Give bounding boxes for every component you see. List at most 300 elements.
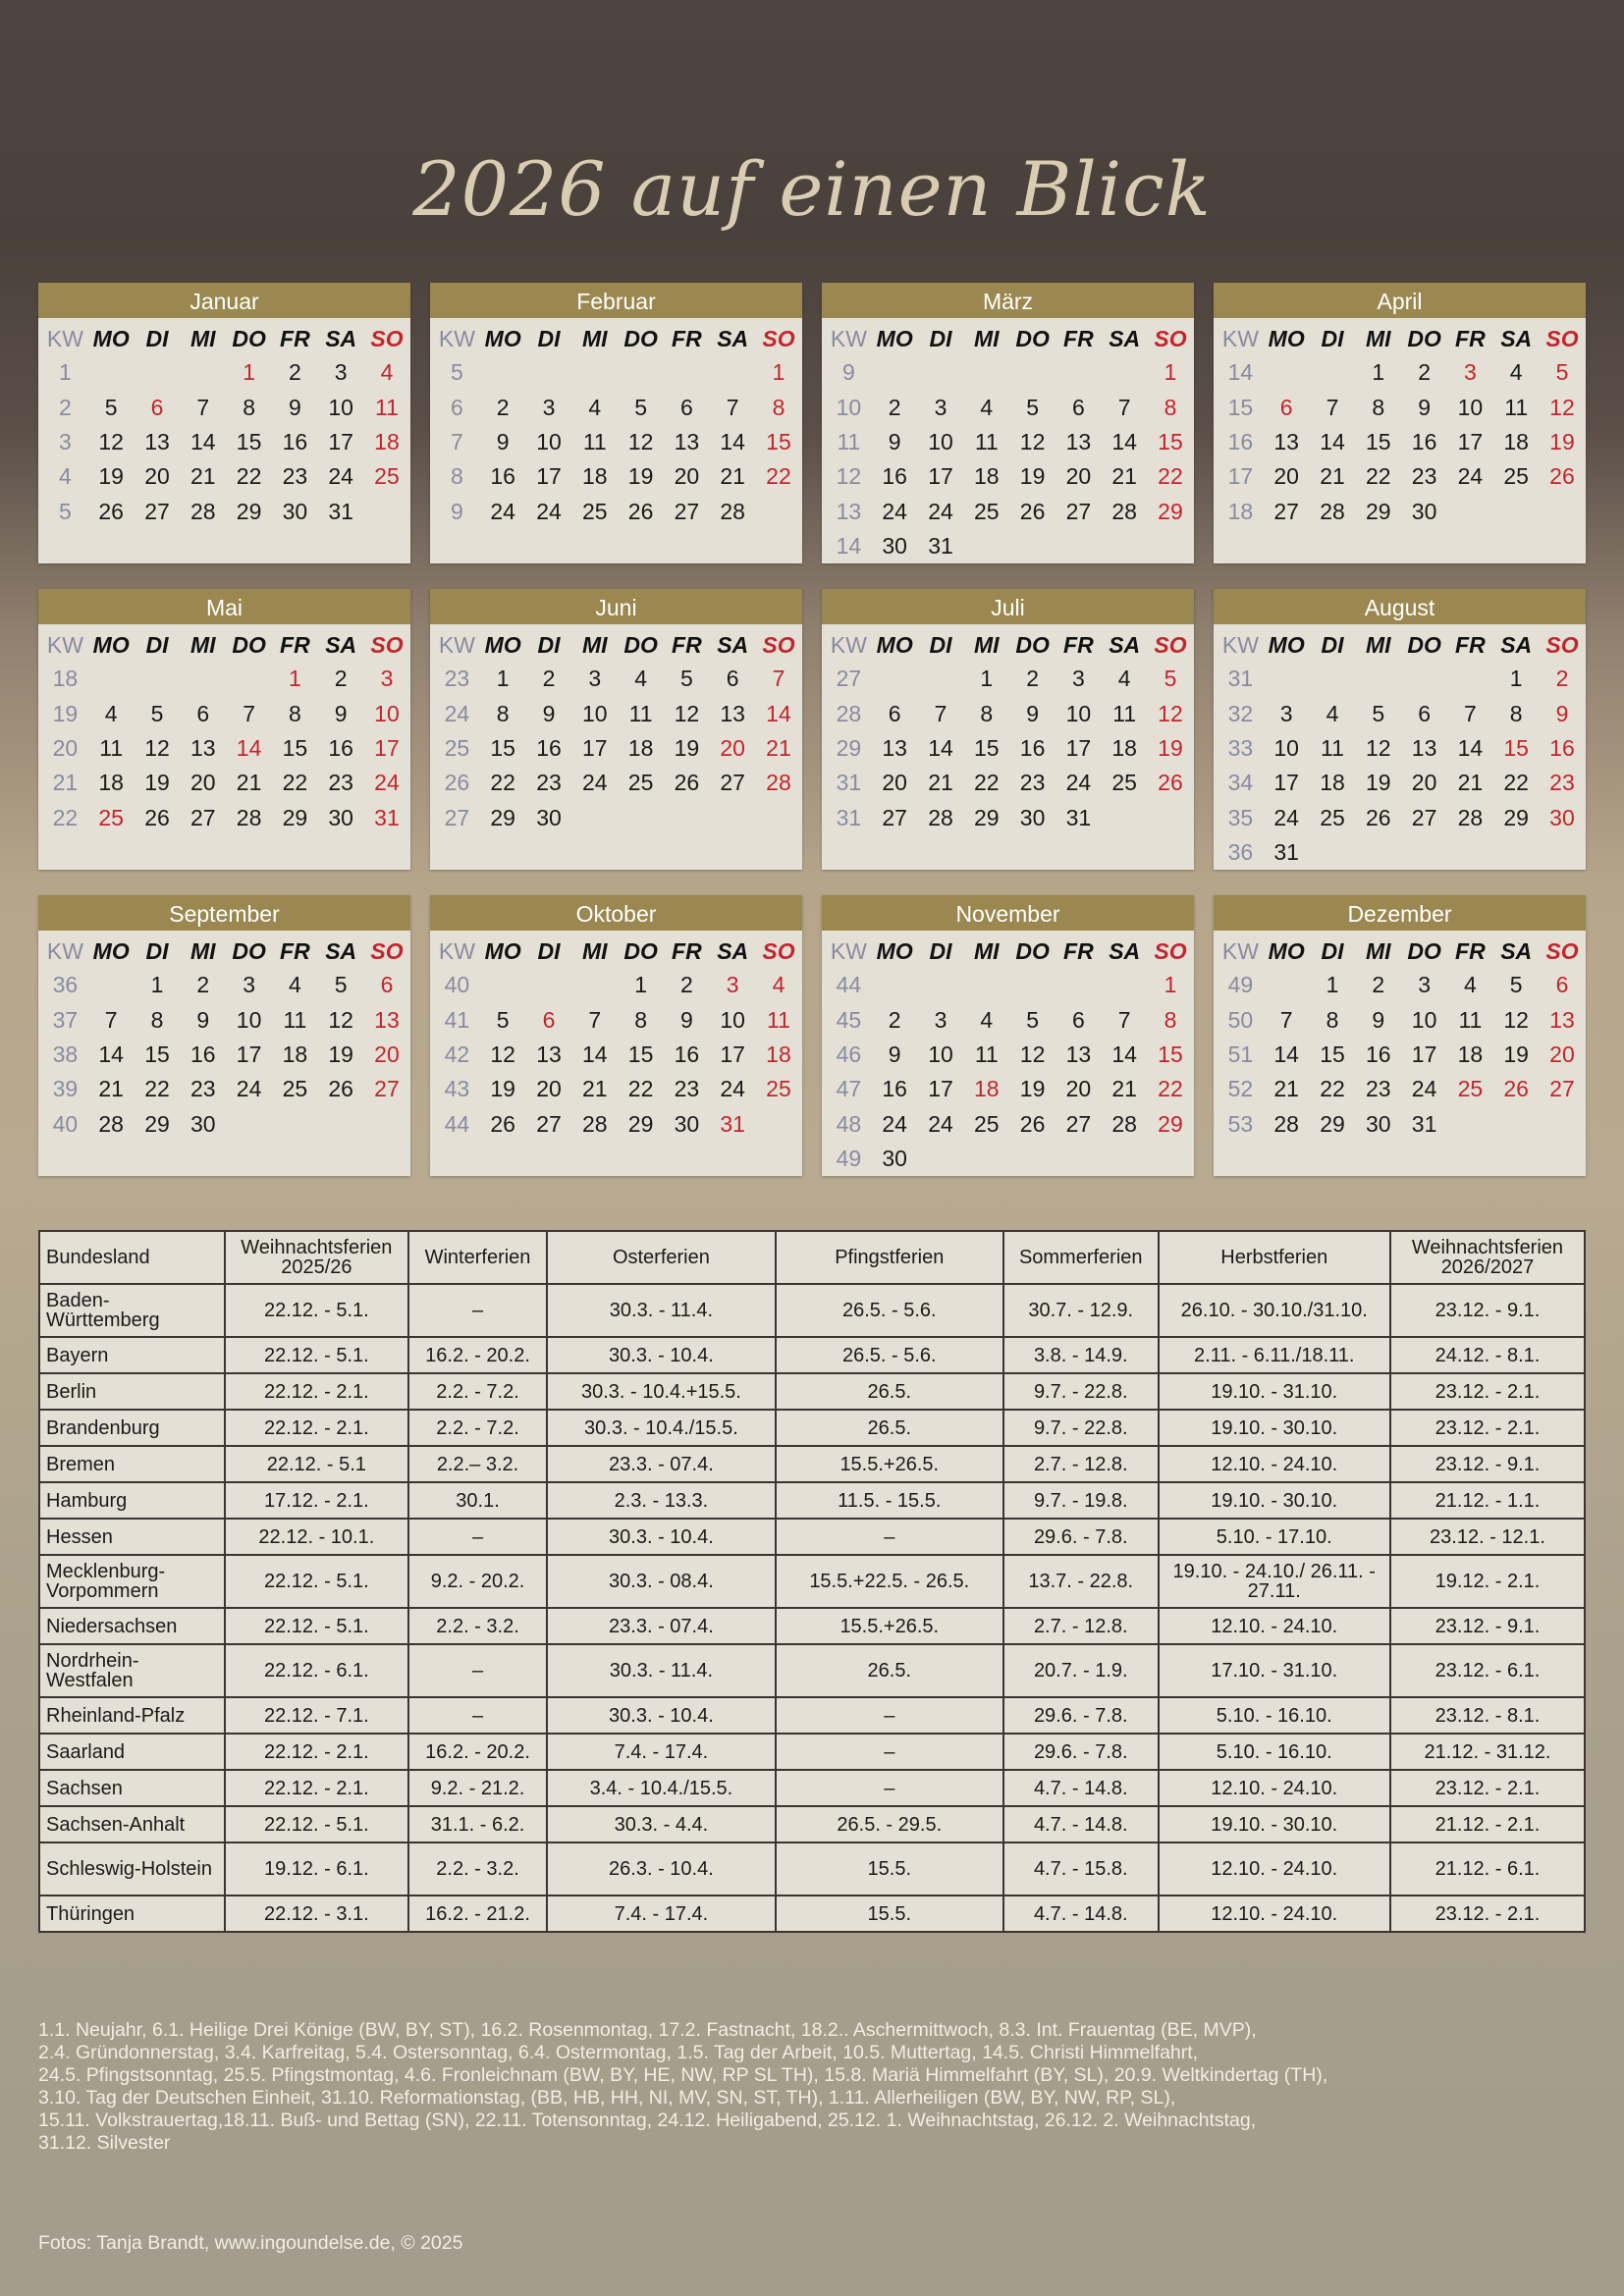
day-cell: 28 <box>1111 1110 1137 1137</box>
day-cell <box>1540 495 1586 529</box>
day-cell: 22 <box>1158 1076 1183 1102</box>
day-cell: 21 <box>720 463 745 490</box>
week-row <box>434 696 801 730</box>
day-cell: 5 <box>1509 972 1523 998</box>
weekday-label: SA <box>325 631 357 658</box>
holiday-dates: 21.12. - 1.1. <box>1390 1482 1585 1519</box>
week-number: 40 <box>444 972 470 998</box>
day-cell: 7 <box>104 1006 118 1033</box>
day-cell: 14 <box>1457 734 1484 761</box>
day-cell: 14 <box>1111 428 1137 454</box>
day-cell: 9 <box>1418 394 1431 420</box>
day-cell: 24 <box>928 498 953 524</box>
state-name: Saarland <box>39 1734 225 1770</box>
day-cell <box>571 968 618 1002</box>
day-cell: 17 <box>374 734 400 761</box>
holiday-dates: 31.1. - 6.2. <box>408 1806 547 1842</box>
day-cell: 22 <box>973 770 1000 796</box>
weekday-label: DI <box>537 631 561 658</box>
day-cell: 22 <box>282 770 308 796</box>
day-cell: 26 <box>1503 1076 1529 1102</box>
day-cell: 20 <box>144 463 170 490</box>
weekday-label: FR <box>672 325 702 351</box>
day-cell: 12 <box>1019 1041 1046 1067</box>
month-name: Oktober <box>430 895 802 931</box>
holiday-dates: 24.12. - 8.1. <box>1390 1337 1585 1373</box>
day-cell <box>272 1107 318 1142</box>
month-name: Februar <box>430 283 802 318</box>
day-cell <box>1102 1142 1148 1176</box>
day-cell <box>756 1107 802 1142</box>
holiday-dates: 30.3. - 11.4. <box>547 1284 775 1337</box>
day-cell: 3 <box>1418 972 1431 998</box>
weekday-label: MI <box>582 937 608 964</box>
day-cell: 29 <box>144 1110 170 1137</box>
day-cell: 27 <box>674 498 700 524</box>
day-cell: 30 <box>1019 804 1046 830</box>
day-cell <box>1102 355 1148 390</box>
month-name: März <box>822 283 1194 318</box>
day-cell: 5 <box>1164 666 1177 692</box>
holiday-row <box>39 1446 1585 1482</box>
day-cell: 17 <box>1273 770 1299 796</box>
holiday-dates: 9.7. - 22.8. <box>1003 1410 1159 1446</box>
holiday-row <box>39 1284 1585 1337</box>
week-number: 10 <box>836 394 862 420</box>
month-card <box>38 895 410 1176</box>
day-cell: 21 <box>1273 1076 1299 1102</box>
day-cell: 2 <box>1026 666 1039 692</box>
day-cell: 11 <box>628 700 653 726</box>
state-name: Bremen <box>39 1446 225 1482</box>
holiday-dates: 22.12. - 5.1 <box>225 1446 408 1482</box>
day-cell: 9 <box>542 700 556 726</box>
holiday-dates: 23.12. - 2.1. <box>1390 1896 1585 1932</box>
day-cell <box>1009 355 1056 390</box>
holiday-dates: 5.10. - 16.10. <box>1159 1734 1390 1770</box>
week-row <box>826 968 1193 1002</box>
holiday-dates: 19.10. - 31.10. <box>1159 1373 1390 1410</box>
week-row <box>434 355 801 390</box>
weekday-label: FR <box>280 937 310 964</box>
day-cell: 27 <box>1065 498 1092 524</box>
day-cell: 17 <box>236 1041 262 1067</box>
day-cell: 25 <box>1111 770 1137 796</box>
day-cell: 1 <box>1164 359 1177 386</box>
month-name: Dezember <box>1214 895 1586 931</box>
state-name: Rheinland-Pfalz <box>39 1697 225 1734</box>
day-cell: 5 <box>1555 359 1569 386</box>
day-cell: 5 <box>1372 700 1385 726</box>
week-row <box>826 390 1193 424</box>
day-cell: 21 <box>1111 1076 1137 1102</box>
day-cell: 1 <box>980 666 994 692</box>
weekday-label: SA <box>1109 631 1141 658</box>
week-row <box>1218 1038 1585 1072</box>
header-bundesland: Bundesland <box>39 1231 225 1284</box>
day-cell <box>1447 1107 1493 1142</box>
week-number: 36 <box>52 972 79 998</box>
week-row <box>826 731 1193 766</box>
day-cell: 30 <box>1549 804 1575 830</box>
holiday-dates: 13.7. - 22.8. <box>1003 1555 1159 1608</box>
day-cell: 16 <box>882 1076 907 1102</box>
day-cell: 11 <box>99 734 124 761</box>
day-cell: 7 <box>243 700 255 726</box>
weekday-header-row <box>1218 628 1585 662</box>
header-pfingstferien: Pfingstferien <box>776 1231 1003 1284</box>
notes-line: 3.10. Tag der Deutschen Einheit, 31.10. Reformationstag, (BB, HB, HH, NI, MV, SN, ST, TH), 1.11. Allerheiligen (BW, BY, NW, RP, SL), <box>38 2087 1176 2109</box>
week-number: 9 <box>842 359 855 386</box>
day-cell: 8 <box>150 1006 164 1033</box>
week-number: 40 <box>52 1110 79 1137</box>
weekday-label: SO <box>762 631 795 658</box>
day-cell: 10 <box>1411 1006 1437 1033</box>
day-cell: 16 <box>882 463 907 490</box>
week-row <box>42 801 409 835</box>
day-cell: 11 <box>1458 1006 1483 1033</box>
day-cell: 9 <box>888 1041 901 1067</box>
day-cell: 28 <box>928 804 953 830</box>
day-cell: 20 <box>1411 770 1437 796</box>
week-number: 51 <box>1227 1041 1254 1067</box>
day-cell: 18 <box>1503 428 1529 454</box>
day-cell: 20 <box>1549 1041 1575 1067</box>
week-row <box>826 696 1193 730</box>
day-cell: 10 <box>928 1041 953 1067</box>
holiday-dates: 30.3. - 10.4.+15.5. <box>547 1373 775 1410</box>
holiday-dates: 4.7. - 14.8. <box>1003 1806 1159 1842</box>
day-cell: 6 <box>1071 394 1085 420</box>
holiday-dates: 2.2. - 3.2. <box>408 1608 547 1644</box>
day-cell: 4 <box>380 359 394 386</box>
weekday-header-row <box>1218 322 1585 355</box>
day-cell: 17 <box>1411 1041 1437 1067</box>
holiday-dates: 26.5. <box>776 1644 1003 1697</box>
page-title: 2026 auf einen Blick <box>412 145 1212 233</box>
day-cell <box>1148 1142 1194 1176</box>
holiday-dates: 15.5. <box>776 1896 1003 1932</box>
day-cell <box>1264 968 1310 1002</box>
weekday-label: MO <box>92 631 130 658</box>
weekday-label: MO <box>1268 325 1305 351</box>
holiday-dates: 26.5. - 5.6. <box>776 1284 1003 1337</box>
day-cell: 18 <box>766 1041 791 1067</box>
day-cell <box>526 968 572 1002</box>
week-row <box>1218 801 1585 835</box>
day-cell: 17 <box>928 463 953 490</box>
week-number: 3 <box>59 428 72 454</box>
weekday-label: SA <box>325 937 357 964</box>
holiday-dates: 23.12. - 2.1. <box>1390 1373 1585 1410</box>
day-cell <box>364 495 410 529</box>
day-cell: 15 <box>766 428 791 454</box>
day-cell: 14 <box>928 734 953 761</box>
day-cell: 30 <box>328 804 353 830</box>
month-table <box>434 934 801 1142</box>
holiday-dates: 19.10. - 30.10. <box>1159 1410 1390 1446</box>
week-row <box>434 662 801 696</box>
weekday-label: KW <box>438 325 475 351</box>
holiday-dates: 2.3. - 13.3. <box>547 1482 775 1519</box>
day-cell: 10 <box>374 700 400 726</box>
week-number: 6 <box>451 394 463 420</box>
day-cell: 1 <box>150 972 164 998</box>
day-cell: 17 <box>720 1041 745 1067</box>
day-cell: 2 <box>196 972 210 998</box>
day-cell: 23 <box>1549 770 1575 796</box>
holiday-dates: 23.12. - 8.1. <box>1390 1697 1585 1734</box>
week-number: 41 <box>444 1006 470 1033</box>
day-cell <box>180 662 226 696</box>
weekday-header-row <box>1218 934 1585 968</box>
day-cell: 16 <box>674 1041 700 1067</box>
week-row <box>1218 835 1585 870</box>
day-cell: 6 <box>196 700 210 726</box>
header-sommerferien: Sommerferien <box>1003 1231 1159 1284</box>
day-cell <box>918 355 964 390</box>
week-number: 42 <box>444 1041 470 1067</box>
week-number: 31 <box>836 804 862 830</box>
day-cell <box>88 355 135 390</box>
day-cell: 19 <box>1365 770 1391 796</box>
month-table <box>826 628 1193 835</box>
state-name: Berlin <box>39 1373 225 1410</box>
day-cell: 6 <box>1279 394 1293 420</box>
holiday-dates: – <box>776 1519 1003 1555</box>
day-cell: 27 <box>882 804 907 830</box>
day-cell: 6 <box>380 972 394 998</box>
weekday-label: FR <box>280 631 310 658</box>
day-cell <box>1102 968 1148 1002</box>
holiday-dates: 12.10. - 24.10. <box>1159 1770 1390 1806</box>
day-cell: 8 <box>1509 700 1523 726</box>
holiday-dates: 5.10. - 17.10. <box>1159 1519 1390 1555</box>
weekday-header-row <box>434 934 801 968</box>
day-cell: 1 <box>1372 359 1385 386</box>
day-cell <box>1540 1107 1586 1142</box>
holiday-dates: 12.10. - 24.10. <box>1159 1842 1390 1896</box>
weekday-label: SA <box>717 937 749 964</box>
day-cell: 23 <box>674 1076 700 1102</box>
holiday-dates: 30.3. - 10.4./15.5. <box>547 1410 775 1446</box>
day-cell: 6 <box>679 394 693 420</box>
day-cell: 18 <box>973 463 1000 490</box>
day-cell: 26 <box>627 498 654 524</box>
day-cell: 28 <box>581 1110 608 1137</box>
day-cell: 16 <box>189 1041 216 1067</box>
day-cell: 15 <box>490 734 515 761</box>
day-cell: 28 <box>720 498 745 524</box>
day-cell: 4 <box>1509 359 1523 386</box>
weekday-label: MI <box>190 631 216 658</box>
day-cell: 9 <box>888 428 901 454</box>
holiday-dates: 23.3. - 07.4. <box>547 1608 775 1644</box>
day-cell: 29 <box>490 804 515 830</box>
day-cell: 19 <box>328 1041 353 1067</box>
holiday-row <box>39 1410 1585 1446</box>
day-cell: 22 <box>1503 770 1529 796</box>
day-cell <box>918 1142 964 1176</box>
day-cell: 15 <box>1503 734 1529 761</box>
weekday-label: MI <box>582 325 608 351</box>
day-cell: 15 <box>1158 428 1183 454</box>
weekday-label: SO <box>1154 325 1187 351</box>
week-number: 31 <box>836 770 862 796</box>
day-cell: 22 <box>766 463 791 490</box>
week-row <box>42 459 409 494</box>
holiday-dates: 26.3. - 10.4. <box>547 1842 775 1896</box>
day-cell: 19 <box>1019 463 1046 490</box>
day-cell: 11 <box>974 1041 999 1067</box>
holiday-row <box>39 1519 1585 1555</box>
holiday-dates: 19.10. - 24.10./ 26.11. - 27.11. <box>1159 1555 1390 1608</box>
day-cell: 24 <box>720 1076 745 1102</box>
month-table <box>42 934 409 1142</box>
day-cell: 31 <box>328 498 353 524</box>
day-cell <box>571 355 618 390</box>
day-cell: 10 <box>236 1006 262 1033</box>
day-cell: 23 <box>328 770 353 796</box>
holiday-dates: 30.3. - 11.4. <box>547 1644 775 1697</box>
weekday-label: MO <box>876 631 913 658</box>
holiday-dates: 22.12. - 10.1. <box>225 1519 408 1555</box>
holiday-dates: 15.5.+26.5. <box>776 1446 1003 1482</box>
holiday-row <box>39 1482 1585 1519</box>
day-cell: 6 <box>542 1006 556 1033</box>
weekday-label: SO <box>1545 937 1579 964</box>
day-cell <box>1310 835 1356 870</box>
holiday-dates: 26.5. - 29.5. <box>776 1806 1003 1842</box>
day-cell <box>1447 495 1493 529</box>
weekday-label: SO <box>762 937 795 964</box>
week-row <box>1218 1107 1585 1142</box>
holiday-dates: 22.12. - 2.1. <box>225 1410 408 1446</box>
holiday-dates: 4.7. - 14.8. <box>1003 1770 1159 1806</box>
day-cell: 1 <box>1164 972 1177 998</box>
day-cell: 3 <box>934 1006 947 1033</box>
day-cell: 14 <box>1273 1041 1299 1067</box>
day-cell: 9 <box>1026 700 1039 726</box>
day-cell: 6 <box>1071 1006 1085 1033</box>
day-cell: 24 <box>1273 804 1299 830</box>
month-table <box>826 322 1193 563</box>
weekday-header-row <box>434 322 801 355</box>
day-cell: 23 <box>536 770 562 796</box>
day-cell: 20 <box>1065 1076 1092 1102</box>
header-osterferien: Osterferien <box>547 1231 775 1284</box>
day-cell <box>480 968 526 1002</box>
day-cell: 10 <box>720 1006 745 1033</box>
state-name: Schleswig-Holstein <box>39 1842 225 1896</box>
day-cell: 27 <box>1065 1110 1092 1137</box>
day-cell: 4 <box>772 972 785 998</box>
day-cell: 12 <box>1158 700 1183 726</box>
holiday-dates: – <box>408 1519 547 1555</box>
day-cell: 26 <box>1365 804 1391 830</box>
weekday-label: DI <box>145 631 169 658</box>
day-cell <box>1493 495 1540 529</box>
week-row <box>434 731 801 766</box>
day-cell: 12 <box>1019 428 1046 454</box>
weekday-label: KW <box>46 325 83 351</box>
holiday-dates: 16.2. - 21.2. <box>408 1896 547 1932</box>
week-number: 32 <box>1227 700 1254 726</box>
day-cell: 29 <box>1158 498 1183 524</box>
weekday-label: FR <box>1063 937 1094 964</box>
day-cell: 2 <box>888 394 901 420</box>
day-cell: 17 <box>581 734 608 761</box>
holiday-dates: – <box>776 1734 1003 1770</box>
week-number: 11 <box>837 428 861 454</box>
day-cell: 16 <box>282 428 308 454</box>
day-cell <box>872 968 918 1002</box>
holiday-row <box>39 1644 1585 1697</box>
day-cell: 20 <box>1065 463 1092 490</box>
week-row <box>826 495 1193 529</box>
day-cell: 24 <box>536 498 562 524</box>
holiday-dates: 20.7. - 1.9. <box>1003 1644 1159 1697</box>
month-card <box>822 895 1194 1176</box>
day-cell: 14 <box>720 428 745 454</box>
month-card <box>38 283 410 563</box>
week-row <box>826 1002 1193 1037</box>
day-cell: 1 <box>288 666 301 692</box>
day-cell: 3 <box>588 666 602 692</box>
week-number: 24 <box>444 700 470 726</box>
weekday-label: SO <box>1545 631 1579 658</box>
day-cell: 27 <box>536 1110 562 1137</box>
day-cell: 11 <box>283 1006 307 1033</box>
holiday-dates: 15.5. <box>776 1842 1003 1896</box>
holiday-row <box>39 1373 1585 1410</box>
day-cell: 5 <box>104 394 118 420</box>
day-cell: 1 <box>1326 972 1339 998</box>
day-cell: 21 <box>928 770 953 796</box>
notes-line: 1.1. Neujahr, 6.1. Heilige Drei Könige (BW, BY, ST), 16.2. Rosenmontag, 17.2. Fastnacht, 18.2.. Aschermittwoch, 8.3. Int. Frauentag (BE, MVP), <box>38 2019 1257 2041</box>
weekday-label: DO <box>232 631 266 658</box>
month-name: Januar <box>38 283 410 318</box>
week-row <box>826 1038 1193 1072</box>
holiday-dates: 17.12. - 2.1. <box>225 1482 408 1519</box>
weekday-label: SA <box>1500 937 1533 964</box>
day-cell: 20 <box>374 1041 400 1067</box>
week-row <box>826 1107 1193 1142</box>
day-cell: 25 <box>627 770 654 796</box>
day-cell <box>710 355 756 390</box>
day-cell: 5 <box>634 394 647 420</box>
day-cell: 3 <box>542 394 556 420</box>
weekday-label: MO <box>876 325 913 351</box>
holiday-dates: 4.7. - 15.8. <box>1003 1842 1159 1896</box>
day-cell: 9 <box>334 700 348 726</box>
weekday-label: SO <box>762 325 795 351</box>
day-cell <box>710 801 756 835</box>
day-cell: 8 <box>634 1006 647 1033</box>
week-row <box>1218 731 1585 766</box>
holiday-dates: 12.10. - 24.10. <box>1159 1608 1390 1644</box>
week-row <box>826 355 1193 390</box>
day-cell <box>872 662 918 696</box>
holiday-dates: 7.4. - 17.4. <box>547 1896 775 1932</box>
day-cell: 9 <box>1372 1006 1385 1033</box>
holiday-dates: 2.2. - 7.2. <box>408 1373 547 1410</box>
day-cell: 20 <box>674 463 700 490</box>
weekday-label: FR <box>672 937 702 964</box>
day-cell: 15 <box>282 734 308 761</box>
holiday-dates: 22.12. - 5.1. <box>225 1806 408 1842</box>
day-cell: 10 <box>1457 394 1484 420</box>
